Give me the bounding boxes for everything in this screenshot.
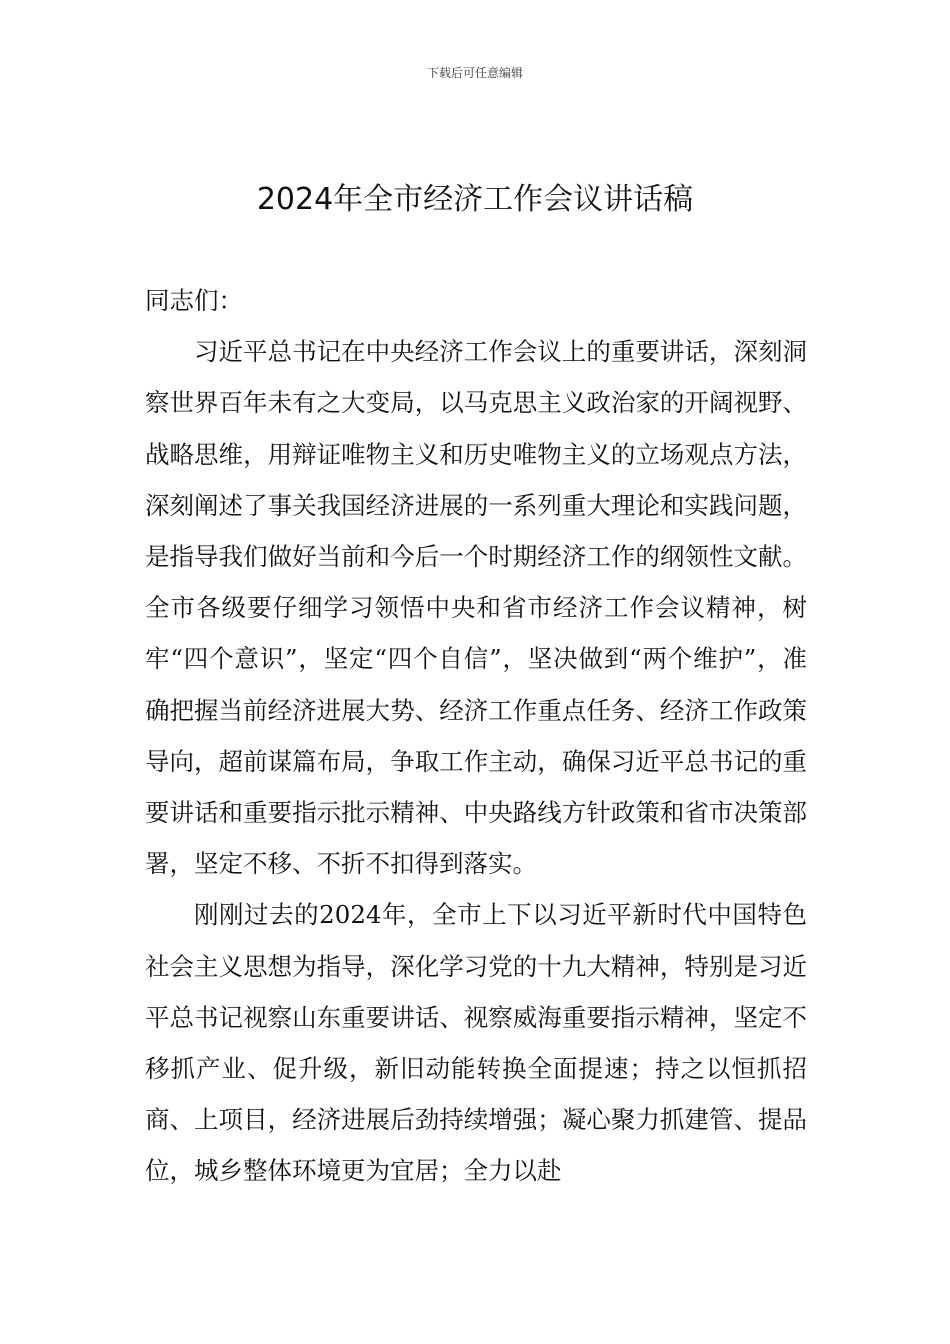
page-header-note: 下载后可任意编辑 <box>426 66 523 80</box>
body-paragraph-2: 刚刚过去的2024年，全市上下以习近平新时代中国特色社会主义思想为指导，深化学习党的十九大精神，特别是习近平总书记视察山东重要讲话、视察威海重要指示精神，坚定不移抓产业、促升级，新旧动能转换全面提速；持之以恒抓招商、上项目，经济进展后劲持续增强；凝心聚力抓建管、提品位，城乡整体环境更为宜居；全力以赴 <box>145 900 807 1186</box>
body-paragraph-1: 习近平总书记在中央经济工作会议上的重要讲话，深刻洞察世界百年未有之大变局，以马克思主义政治家的开阔视野、战略思维，用辩证唯物主义和历史唯物主义的立场观点方法，深刻阐述了事关我国经济进展的一系列重大理论和实践问题，是指导我们做好当前和今后一个时期经济工作的纲领性文献。全市各级要仔细学习领悟中央和省市经济工作会议精神，树牢“四个意识”，坚定“四个自信”，坚决做到“两个维护”，准确把握当前经济进展大势、经济工作重点任务、经济工作政策导向，超前谋篇布局，争取工作主动，确保习近平总书记的重要讲话和重要指示批示精神、中央路线方针政策和省市决策部署，坚定不移、不折不扣得到落实。 <box>145 337 807 879</box>
document-body <box>145 275 807 1197</box>
salutation: 同志们： <box>145 286 243 315</box>
document-title: 2024年全市经济工作会议讲话稿 <box>256 182 694 217</box>
